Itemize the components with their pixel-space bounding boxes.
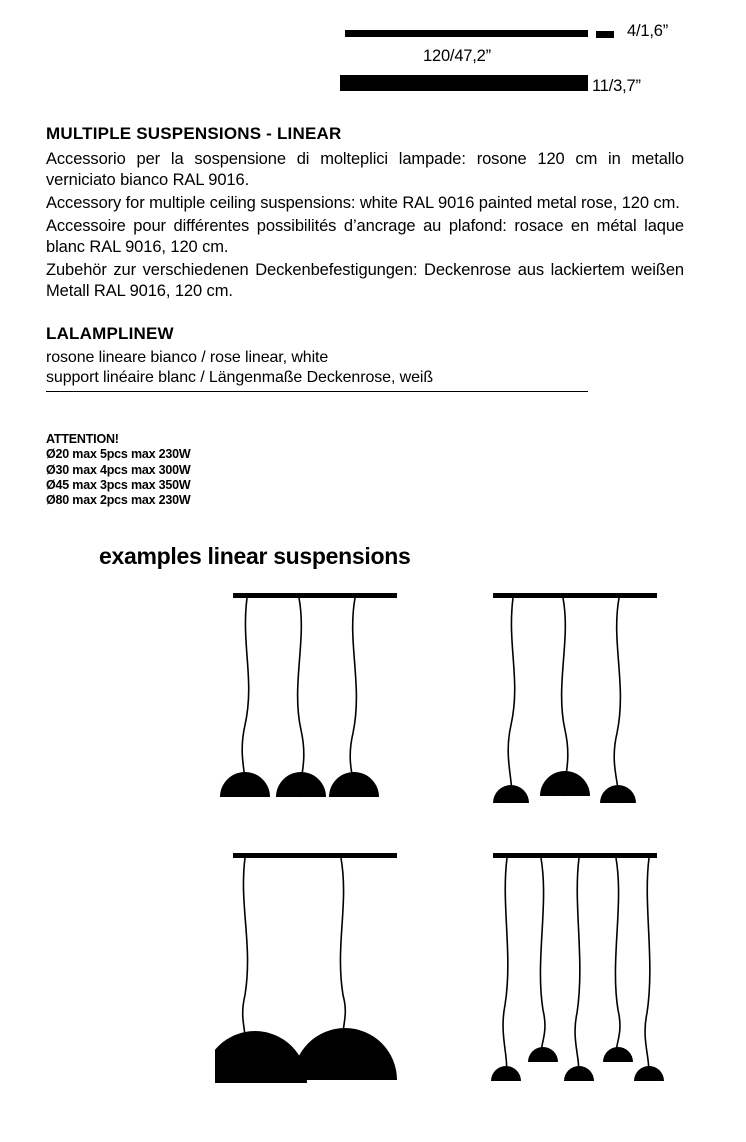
- dimension-bar-top: [345, 30, 588, 37]
- product-description: [46, 124, 684, 392]
- linear-suspension-diagram-4: [483, 845, 683, 1095]
- example-figure-1: [215, 585, 415, 825]
- attention-line-3: Ø45 max 3pcs max 350W: [46, 477, 191, 492]
- attention-title: ATTENTION!: [46, 432, 119, 446]
- dimension-bar-small: [596, 31, 614, 38]
- section-heading: MULTIPLE SUSPENSIONS - LINEAR: [46, 124, 342, 143]
- product-code-line-2: support linéaire blanc / Längenmaße Deckenrose, weiß: [46, 368, 588, 392]
- dimension-label-bottom: 11/3,7”: [592, 77, 641, 95]
- linear-suspension-diagram-1: [215, 585, 415, 825]
- example-figure-4: [483, 845, 683, 1095]
- dimension-bar-bottom-inner: [685, 156, 746, 159]
- linear-suspension-diagram-2: [483, 585, 683, 825]
- description-french: Accessoire pour différentes possibilités d’ancrage au plafond: rosace en métal laque blanc RAL 9016, 120 cm.: [46, 216, 684, 256]
- product-code: LALAMPLINEW: [46, 323, 174, 343]
- description-german: Zubehör zur verschiedenen Deckenbefestigungen: Deckenrose aus lackiertem weißen Metall RAL 9016, 120 cm.: [46, 260, 684, 300]
- description-italian: Accessorio per la sospensione di molteplici lampade: rosone 120 cm in metallo verniciato bianco RAL 9016.: [46, 150, 684, 189]
- description-english: Accessory for multiple ceiling suspensions: white RAL 9016 painted metal rose, 120 cm.: [46, 193, 680, 212]
- dimension-label-middle: 120/47,2”: [423, 47, 491, 65]
- dimension-label-small: 4/1,6”: [627, 22, 668, 40]
- example-figure-2: [483, 585, 683, 825]
- attention-line-1: Ø20 max 5pcs max 230W: [46, 447, 191, 462]
- example-figure-3: [215, 845, 415, 1095]
- attention-line-2: Ø30 max 4pcs max 300W: [46, 462, 191, 477]
- product-code-line-1: rosone lineare bianco / rose linear, white: [46, 348, 329, 366]
- examples-heading: examples linear suspensions: [99, 543, 411, 569]
- linear-suspension-diagram-3: [215, 845, 415, 1095]
- attention-block: [46, 432, 191, 508]
- dimension-bar-bottom: [340, 75, 588, 91]
- dimension-diagram: [0, 0, 746, 112]
- attention-line-4: Ø80 max 2pcs max 230W: [46, 493, 191, 507]
